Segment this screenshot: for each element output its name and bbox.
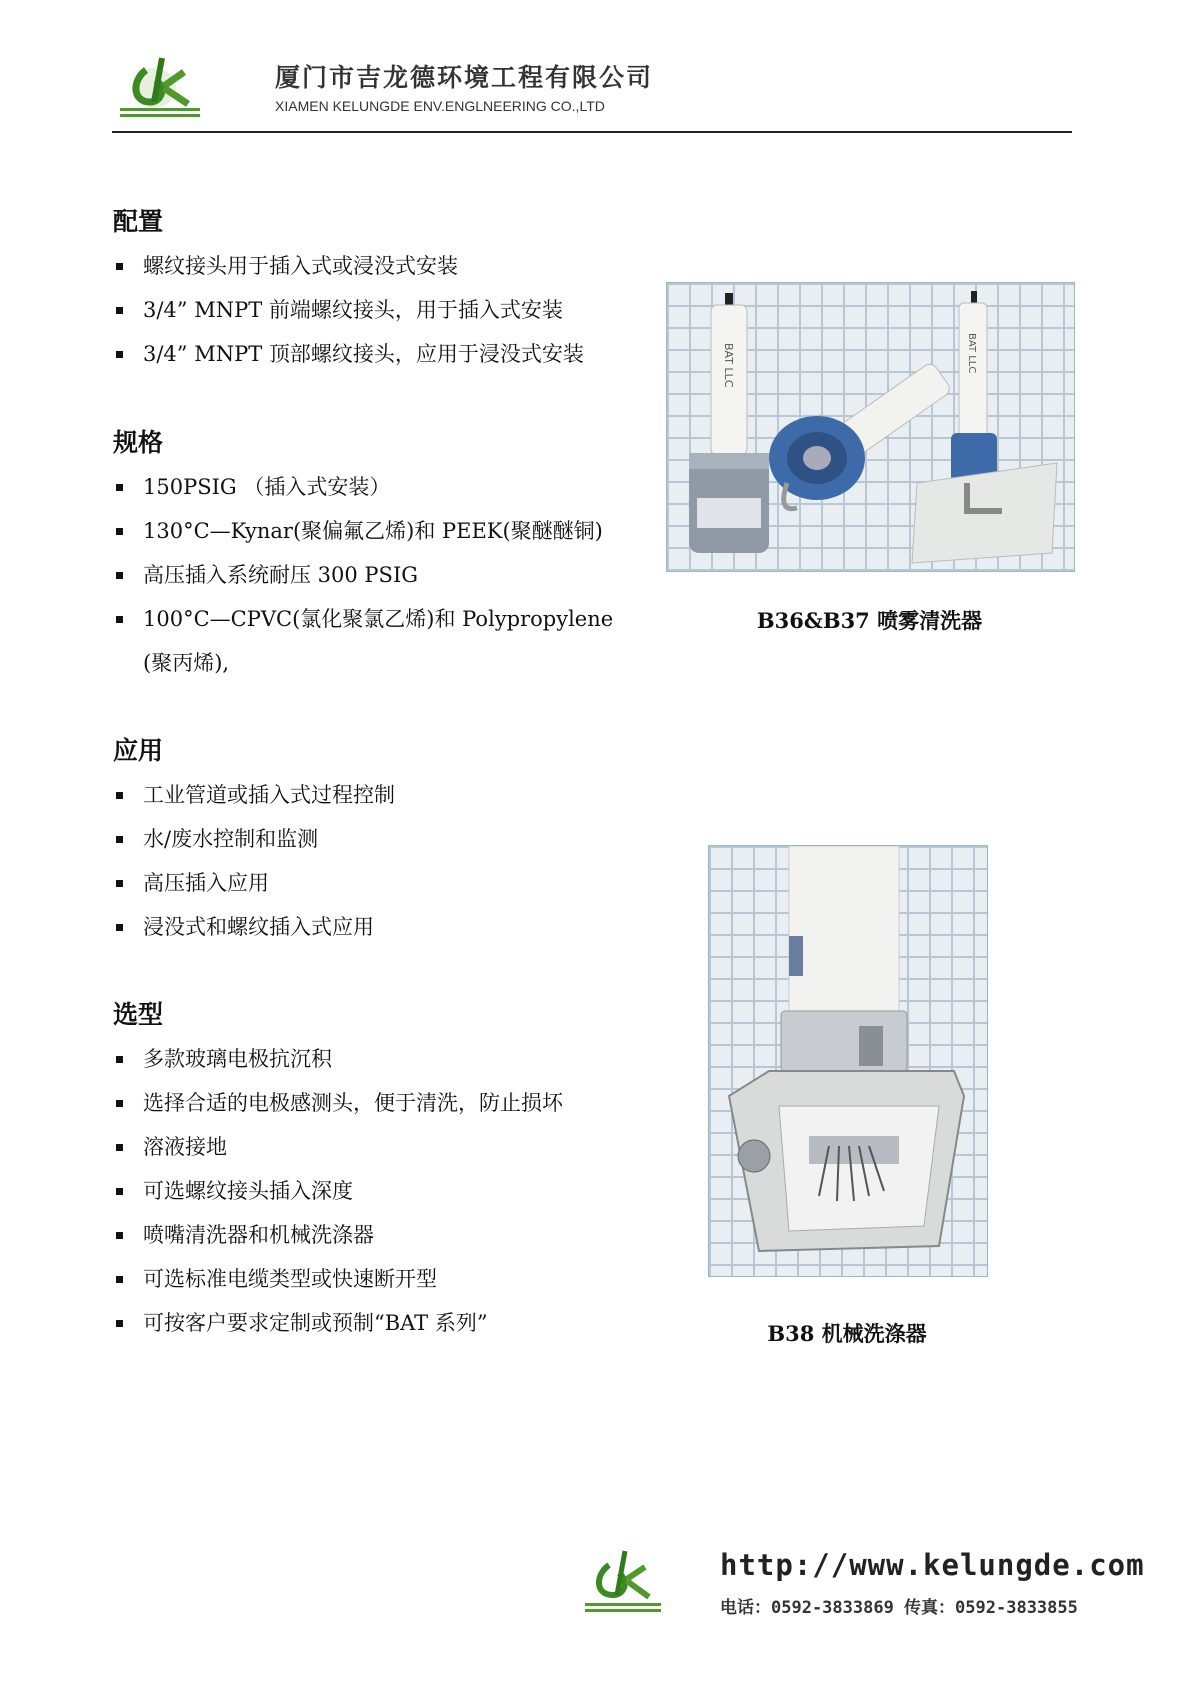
company-logo <box>118 50 210 120</box>
list-item: 3/4” MNPT 前端螺纹接头，用于插入式安装 <box>113 288 653 332</box>
list-item: 高压插入系统耐压 300 PSIG <box>113 553 653 597</box>
company-name-en: XIAMEN KELUNGDE ENV.ENGLNEERING CO.,LTD <box>275 98 605 114</box>
list-item: 3/4” MNPT 顶部螺纹接头，应用于浸没式安装 <box>113 332 653 376</box>
list-item: 螺纹接头用于插入式或浸没式安装 <box>113 244 653 288</box>
probe-label-left: BAT LLC <box>722 343 735 388</box>
website-link[interactable]: http://www.kelungde.com <box>720 1548 1145 1582</box>
figure-caption-scrubber: B38 机械洗涤器 <box>767 1321 927 1346</box>
section-heading-selection: 选型 <box>113 1000 164 1029</box>
footer-logo <box>585 1545 667 1615</box>
list-item: 溶液接地 <box>113 1125 653 1169</box>
list-item: 130°C—Kynar(聚偏氟乙烯)和 PEEK(聚醚醚铜) <box>113 509 653 553</box>
mechanical-scrubber-photo <box>708 845 988 1277</box>
figure-caption-spray: B36&B37 喷雾清洗器 <box>756 608 983 633</box>
section-heading-config: 配置 <box>113 207 164 236</box>
list-item: 工业管道或插入式过程控制 <box>113 773 653 817</box>
list-item: 浸没式和螺纹插入式应用 <box>113 905 653 949</box>
list-item: 可按客户要求定制或预制“BAT 系列” <box>113 1301 653 1345</box>
specs-list <box>113 465 653 685</box>
contact-info: 电话：0592-3833869 传真：0592-3833855 <box>720 1598 1078 1618</box>
list-item: 多款玻璃电极抗沉积 <box>113 1037 653 1081</box>
list-item: 150PSIG （插入式安装） <box>113 465 653 509</box>
logo-text: dk <box>148 98 150 99</box>
spray-cleaner-photo <box>666 282 1075 572</box>
list-item: 可选螺纹接头插入深度 <box>113 1169 653 1213</box>
list-item: 可选标准电缆类型或快速断开型 <box>113 1257 653 1301</box>
list-item: 100°C—CPVC(氯化聚氯乙烯)和 Polypropylene (聚丙烯), <box>113 597 638 685</box>
list-item: 高压插入应用 <box>113 861 653 905</box>
probe-label-right: BAT LLC <box>966 333 977 374</box>
list-item: 水/废水控制和监测 <box>113 817 653 861</box>
section-heading-specs: 规格 <box>113 428 164 457</box>
config-list <box>113 244 653 376</box>
list-item: 喷嘴清洗器和机械洗涤器 <box>113 1213 653 1257</box>
selection-list <box>113 1037 653 1345</box>
header-divider <box>112 131 1072 133</box>
section-heading-applications: 应用 <box>113 736 164 765</box>
applications-list <box>113 773 653 949</box>
company-name-cn: 厦门市吉龙德环境工程有限公司 <box>275 63 654 92</box>
list-item: 选择合适的电极感测头，便于清洗，防止损坏 <box>113 1081 653 1125</box>
